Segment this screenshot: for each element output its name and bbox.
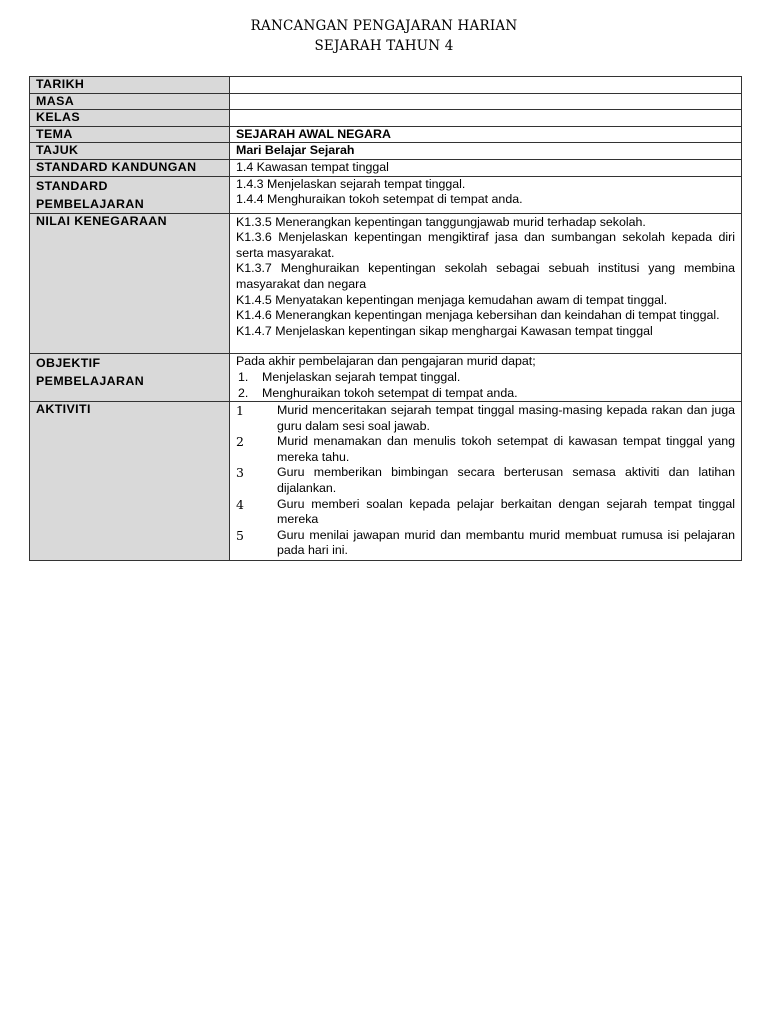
label-standard-pembelajaran <box>30 176 230 213</box>
label-kelas: KELAS <box>30 110 230 127</box>
value-aktiviti <box>230 402 742 561</box>
aktiviti-text: Murid menamakan dan menulis tokoh setempat di kawasan tempat tinggal yang mereka tahu. <box>277 434 735 464</box>
aktiviti-number: 1 <box>236 403 244 419</box>
aktiviti-number: 5 <box>236 527 244 543</box>
value-standard-pembelajaran <box>230 176 742 213</box>
nilai-item: K1.3.6 Menjelaskan kepentingan mengiktiraf jasa dan sumbangan sekolah kepada diri serta masyarakat. <box>236 230 735 260</box>
label-objektif-line1: OBJEKTIF <box>36 356 101 371</box>
document-subtitle: SEJARAH TAHUN 4 <box>314 38 454 54</box>
table-row-nilai-kenegaraan <box>30 213 742 354</box>
objektif-text: Menghuraikan tokoh setempat di tempat anda. <box>262 385 518 400</box>
value-tarikh <box>230 77 742 94</box>
value-objektif <box>230 354 742 402</box>
nilai-item: K1.3.7 Menghuraikan kepentingan sekolah sebagai sebuah institusi yang membina masyarakat dan negara <box>236 261 735 291</box>
label-standard-pembelajaran-line2: PEMBELAJARAN <box>36 196 145 211</box>
objektif-text: Menjelaskan sejarah tempat tinggal. <box>262 369 461 384</box>
label-objektif-line2: PEMBELAJARAN <box>36 374 145 389</box>
aktiviti-item <box>236 403 735 434</box>
label-tema: TEMA <box>30 126 230 143</box>
table-row-aktiviti <box>30 402 742 561</box>
objektif-intro: Pada akhir pembelajaran dan pengajaran murid dapat; <box>236 354 536 369</box>
table-row-standard-pembelajaran <box>30 176 742 213</box>
label-nilai-kenegaraan: NILAI KENEGARAAN <box>30 213 230 354</box>
aktiviti-number: 4 <box>236 496 244 512</box>
aktiviti-item <box>236 465 735 496</box>
aktiviti-item <box>236 497 735 528</box>
table-row-standard-kandungan <box>30 159 742 176</box>
label-standard-kandungan: STANDARD KANDUNGAN <box>30 159 230 176</box>
label-standard-pembelajaran-line1: STANDARD <box>36 178 108 193</box>
table-row-kelas <box>30 110 742 127</box>
aktiviti-text: Guru menilai jawapan murid dan membantu murid membuat rumusa isi pelajaran pada hari ini. <box>277 527 735 558</box>
aktiviti-text: Guru memberi soalan kepada pelajar berkaitan dengan sejarah tempat tinggal mereka <box>277 496 735 527</box>
standard-pembelajaran-item: 1.4.4 Menghuraikan tokoh setempat di tempat anda. <box>236 192 523 207</box>
nilai-item: K1.4.6 Menerangkan kepentingan menjaga kebersihan dan keindahan di tempat tinggal. <box>236 308 720 323</box>
value-tema: SEJARAH AWAL NEGARA <box>230 126 742 143</box>
objektif-number: 1. <box>238 369 249 384</box>
aktiviti-number: 2 <box>236 434 244 450</box>
label-objektif <box>30 354 230 402</box>
objektif-item <box>236 370 735 386</box>
label-tarikh: TARIKH <box>30 77 230 94</box>
document-title: RANCANGAN PENGAJARAN HARIAN <box>250 18 518 34</box>
value-kelas <box>230 110 742 127</box>
label-masa: MASA <box>30 93 230 110</box>
aktiviti-text: Guru memberikan bimbingan secara berterusan semasa aktiviti dan latihan dijalankan. <box>277 465 735 496</box>
standard-pembelajaran-item: 1.4.3 Menjelaskan sejarah tempat tinggal. <box>236 176 466 191</box>
value-standard-kandungan: 1.4 Kawasan tempat tinggal <box>230 159 742 176</box>
objektif-number: 2. <box>238 385 249 400</box>
value-masa <box>230 93 742 110</box>
aktiviti-item <box>236 528 735 559</box>
lesson-plan-table <box>29 76 742 561</box>
nilai-item: K1.4.7 Menjelaskan kepentingan sikap menghargai Kawasan tempat tinggal <box>236 323 653 338</box>
value-tajuk: Mari Belajar Sejarah <box>230 143 742 160</box>
table-row-masa <box>30 93 742 110</box>
label-tajuk: TAJUK <box>30 143 230 160</box>
label-aktiviti: AKTIVITI <box>30 402 230 561</box>
aktiviti-text: Murid menceritakan sejarah tempat tinggal masing-masing kepada rakan dan juga guru dalam sesi soal jawab. <box>277 403 735 433</box>
table-row-tajuk <box>30 143 742 160</box>
objektif-item <box>236 386 735 402</box>
document-header <box>0 16 768 56</box>
aktiviti-number: 3 <box>236 465 244 481</box>
table-row-tarikh <box>30 77 742 94</box>
table-row-objektif <box>30 354 742 402</box>
value-nilai-kenegaraan <box>230 213 742 354</box>
nilai-item: K1.4.5 Menyatakan kepentingan menjaga kemudahan awam di tempat tinggal. <box>236 292 668 307</box>
table-row-tema <box>30 126 742 143</box>
nilai-item: K1.3.5 Menerangkan kepentingan tanggungjawab murid terhadap sekolah. <box>236 214 646 229</box>
aktiviti-item <box>236 434 735 465</box>
